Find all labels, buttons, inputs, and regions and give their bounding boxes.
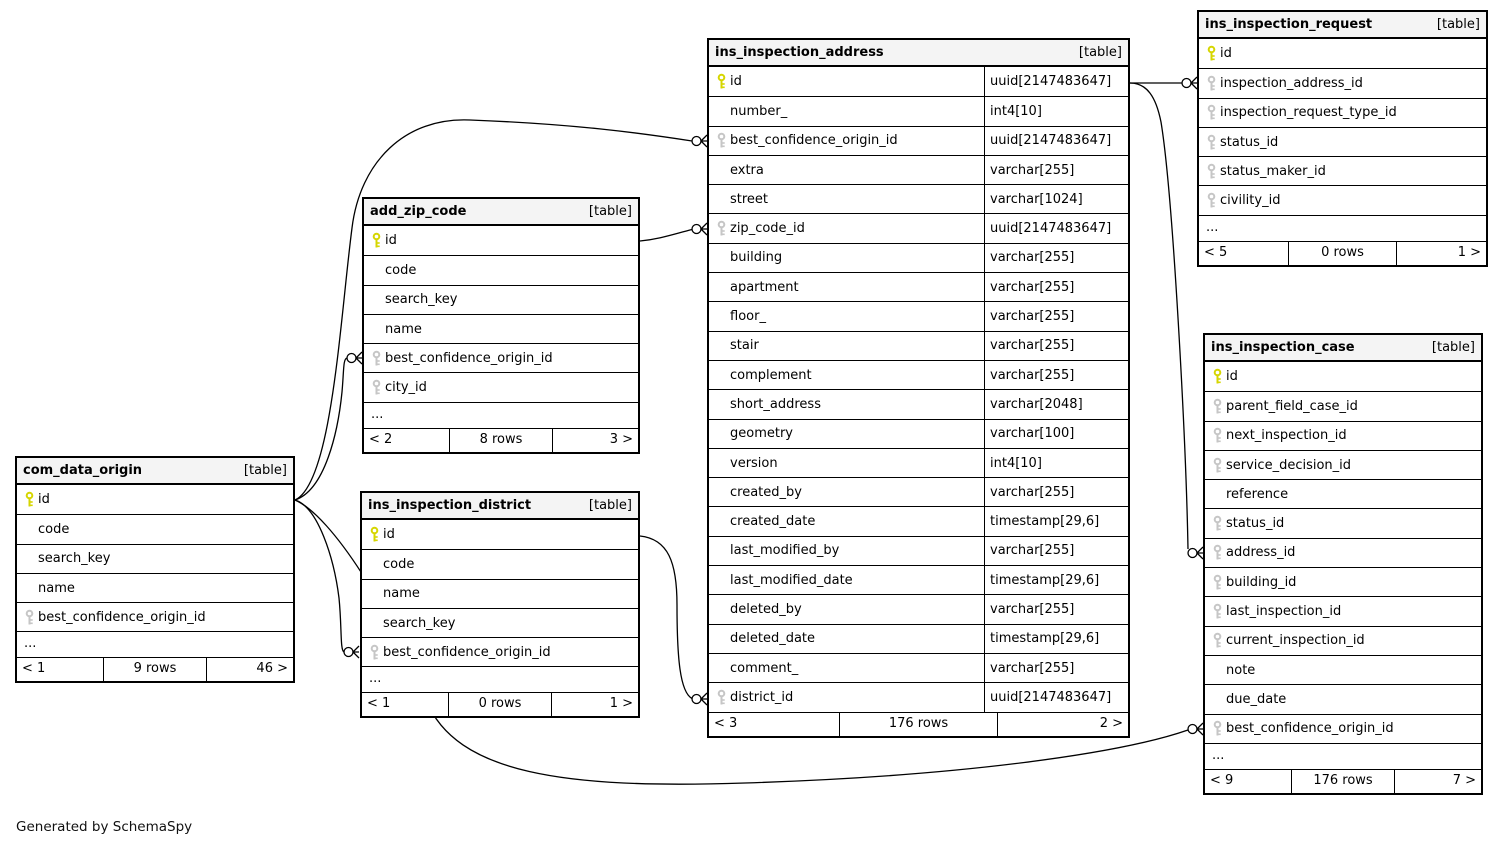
column-row-id bbox=[1199, 39, 1486, 68]
column-name: floor_ bbox=[730, 309, 766, 325]
column-row-due_date bbox=[1205, 684, 1481, 713]
table-title[interactable]: com_data_origin bbox=[23, 463, 143, 478]
column-type: varchar[255] bbox=[984, 273, 1128, 301]
column-type: uuid[2147483647] bbox=[984, 214, 1128, 242]
generator-note: Generated by SchemaSpy bbox=[16, 819, 193, 835]
column-row-next_inspection_id bbox=[1205, 421, 1481, 450]
column-name: name bbox=[385, 321, 422, 337]
column-name: deleted_date bbox=[730, 631, 816, 647]
fk-edge-ins-inspection-district-best-confidence-origin-id bbox=[295, 500, 359, 658]
column-row-district_id bbox=[709, 682, 1128, 711]
column-type: uuid[2147483647] bbox=[984, 127, 1128, 155]
foreign-key-icon bbox=[709, 689, 730, 706]
table-ins-inspection-district[interactable] bbox=[360, 491, 640, 718]
row-count: 0 rows bbox=[1288, 242, 1397, 265]
column-type: varchar[255] bbox=[984, 156, 1128, 184]
column-name: building bbox=[730, 250, 783, 266]
column-row-best_confidence_origin_id bbox=[364, 343, 638, 372]
column-name: search_key bbox=[385, 292, 458, 308]
table-header bbox=[362, 493, 638, 520]
column-type: timestamp[29,6] bbox=[984, 625, 1128, 653]
column-type: varchar[255] bbox=[984, 244, 1128, 272]
column-name: status_maker_id bbox=[1220, 163, 1326, 179]
column-name: search_key bbox=[38, 551, 111, 567]
column-type: timestamp[29,6] bbox=[984, 566, 1128, 594]
column-name: note bbox=[1226, 662, 1256, 678]
column-name: building_id bbox=[1226, 574, 1297, 590]
foreign-key-icon bbox=[364, 350, 385, 367]
foreign-key-icon bbox=[1205, 544, 1226, 561]
column-type: uuid[2147483647] bbox=[984, 67, 1128, 96]
column-name: status_id bbox=[1226, 516, 1285, 532]
column-name: id bbox=[730, 74, 742, 90]
column-type: varchar[255] bbox=[984, 595, 1128, 623]
column-row-inspection_address_id bbox=[1199, 68, 1486, 97]
table-columns bbox=[1205, 362, 1481, 743]
column-row-name bbox=[364, 314, 638, 343]
pager-next-count: 3 > bbox=[609, 431, 633, 447]
column-name: district_id bbox=[730, 689, 794, 705]
column-row-civility_id bbox=[1199, 185, 1486, 214]
column-name: status_id bbox=[1220, 134, 1279, 150]
column-name: apartment bbox=[730, 279, 799, 295]
column-row-parent_field_case_id bbox=[1205, 391, 1481, 420]
column-name: service_decision_id bbox=[1226, 457, 1352, 473]
column-name: created_date bbox=[730, 514, 816, 530]
column-row-id bbox=[364, 226, 638, 255]
column-row-best_confidence_origin_id bbox=[17, 602, 293, 631]
column-name: comment_ bbox=[730, 660, 799, 676]
column-row-created_by bbox=[709, 477, 1128, 506]
column-row-complement bbox=[709, 360, 1128, 389]
column-name: version bbox=[730, 455, 778, 471]
table-columns bbox=[1199, 39, 1486, 215]
column-type: int4[10] bbox=[984, 97, 1128, 125]
pager-next-count: 7 > bbox=[1452, 772, 1476, 788]
fk-edge-ins-inspection-request-inspection-address-id bbox=[1130, 77, 1197, 89]
foreign-key-icon bbox=[1199, 134, 1220, 151]
column-name: last_inspection_id bbox=[1226, 604, 1342, 620]
pager-next-count: 46 > bbox=[256, 661, 288, 677]
foreign-key-icon bbox=[1205, 632, 1226, 649]
table-header bbox=[364, 199, 638, 226]
more-columns-indicator: ... bbox=[364, 402, 638, 428]
column-row-reference bbox=[1205, 479, 1481, 508]
column-name: number_ bbox=[730, 103, 788, 119]
pager-prev-count: < 3 bbox=[714, 715, 738, 731]
column-row-zip_code_id bbox=[709, 213, 1128, 242]
table-footer bbox=[709, 712, 1128, 736]
table-title[interactable]: ins_inspection_address bbox=[715, 45, 884, 60]
column-row-geometry bbox=[709, 419, 1128, 448]
column-name: stair bbox=[730, 338, 759, 354]
column-name: search_key bbox=[383, 615, 456, 631]
foreign-key-icon bbox=[1205, 398, 1226, 415]
column-type: int4[10] bbox=[984, 449, 1128, 477]
column-name: geometry bbox=[730, 426, 794, 442]
column-row-apartment bbox=[709, 272, 1128, 301]
foreign-key-icon bbox=[362, 644, 383, 661]
column-row-search_key bbox=[364, 285, 638, 314]
primary-key-icon bbox=[709, 73, 730, 90]
column-name: city_id bbox=[385, 380, 427, 396]
table-columns bbox=[709, 67, 1128, 712]
foreign-key-icon bbox=[1199, 192, 1220, 209]
fk-edge-ins-inspection-address-zip-code-id bbox=[640, 223, 707, 241]
column-row-id bbox=[17, 485, 293, 514]
column-type: uuid[2147483647] bbox=[984, 683, 1128, 711]
table-title[interactable]: ins_inspection_request bbox=[1205, 17, 1373, 32]
column-row-last_inspection_id bbox=[1205, 596, 1481, 625]
column-type: varchar[255] bbox=[984, 537, 1128, 565]
column-row-id bbox=[709, 67, 1128, 96]
column-name: address_id bbox=[1226, 545, 1296, 561]
column-type: varchar[100] bbox=[984, 420, 1128, 448]
column-row-status_maker_id bbox=[1199, 156, 1486, 185]
column-name: code bbox=[385, 262, 417, 278]
column-name: last_modified_date bbox=[730, 572, 853, 588]
pager-next-count: 1 > bbox=[609, 696, 633, 712]
column-row-building bbox=[709, 243, 1128, 272]
table-footer bbox=[1205, 769, 1481, 793]
foreign-key-icon bbox=[1199, 104, 1220, 121]
column-name: civility_id bbox=[1220, 193, 1281, 209]
column-row-best_confidence_origin_id bbox=[709, 126, 1128, 155]
table-title[interactable]: ins_inspection_case bbox=[1211, 340, 1355, 355]
table-add-zip-code[interactable] bbox=[362, 197, 640, 454]
column-row-deleted_by bbox=[709, 594, 1128, 623]
primary-key-icon bbox=[364, 232, 385, 249]
column-name: extra bbox=[730, 162, 764, 178]
foreign-key-icon bbox=[364, 379, 385, 396]
primary-key-icon bbox=[17, 491, 38, 508]
column-row-address_id bbox=[1205, 538, 1481, 567]
more-columns-indicator: ... bbox=[17, 631, 293, 657]
column-name: best_confidence_origin_id bbox=[383, 644, 551, 660]
column-name: name bbox=[383, 586, 420, 602]
table-ins-inspection-case[interactable] bbox=[1203, 333, 1483, 795]
table-columns bbox=[364, 226, 638, 402]
primary-key-icon bbox=[1205, 368, 1226, 385]
table-ins-inspection-request[interactable] bbox=[1197, 10, 1488, 267]
column-name: current_inspection_id bbox=[1226, 633, 1365, 649]
column-name: code bbox=[38, 521, 70, 537]
foreign-key-icon bbox=[1199, 163, 1220, 180]
column-name: deleted_by bbox=[730, 601, 802, 617]
column-row-status_id bbox=[1205, 508, 1481, 537]
column-name: street bbox=[730, 191, 769, 207]
table-columns bbox=[362, 520, 638, 666]
table-columns bbox=[17, 485, 293, 631]
column-row-search_key bbox=[362, 608, 638, 637]
more-columns-indicator: ... bbox=[1205, 743, 1481, 769]
column-type: varchar[2048] bbox=[984, 390, 1128, 418]
column-name: zip_code_id bbox=[730, 221, 805, 237]
fk-edge-ins-inspection-address-district-id bbox=[640, 536, 707, 705]
column-name: last_modified_by bbox=[730, 543, 840, 559]
primary-key-icon bbox=[362, 526, 383, 543]
table-com-data-origin[interactable] bbox=[15, 456, 295, 683]
table-type-badge: [table] bbox=[1078, 45, 1122, 60]
column-row-code bbox=[362, 549, 638, 578]
column-name: parent_field_case_id bbox=[1226, 398, 1358, 414]
row-count: 176 rows bbox=[839, 713, 998, 736]
row-count: 9 rows bbox=[103, 658, 208, 681]
column-row-id bbox=[362, 520, 638, 549]
column-name: best_confidence_origin_id bbox=[385, 350, 553, 366]
pager-prev-count: < 5 bbox=[1204, 244, 1228, 260]
column-row-city_id bbox=[364, 372, 638, 401]
column-row-best_confidence_origin_id bbox=[362, 637, 638, 666]
table-footer bbox=[17, 657, 293, 681]
column-row-street bbox=[709, 184, 1128, 213]
pager-next-count: 1 > bbox=[1457, 244, 1481, 260]
foreign-key-icon bbox=[709, 220, 730, 237]
column-row-created_date bbox=[709, 506, 1128, 535]
column-name: best_confidence_origin_id bbox=[730, 133, 898, 149]
column-type: varchar[255] bbox=[984, 654, 1128, 682]
column-name: inspection_request_type_id bbox=[1220, 105, 1397, 121]
column-row-name bbox=[17, 573, 293, 602]
primary-key-icon bbox=[1199, 45, 1220, 62]
column-row-inspection_request_type_id bbox=[1199, 98, 1486, 127]
column-name: inspection_address_id bbox=[1220, 75, 1363, 91]
foreign-key-icon bbox=[1205, 457, 1226, 474]
column-name: best_confidence_origin_id bbox=[38, 609, 206, 625]
table-title[interactable]: add_zip_code bbox=[370, 204, 467, 219]
column-name: created_by bbox=[730, 484, 802, 500]
pager-prev-count: < 2 bbox=[369, 431, 393, 447]
column-name: id bbox=[385, 233, 397, 249]
column-row-code bbox=[364, 255, 638, 284]
column-row-name bbox=[362, 579, 638, 608]
column-row-best_confidence_origin_id bbox=[1205, 714, 1481, 743]
column-row-last_modified_by bbox=[709, 536, 1128, 565]
table-type-badge: [table] bbox=[1431, 340, 1475, 355]
more-columns-indicator: ... bbox=[362, 666, 638, 692]
table-footer bbox=[362, 692, 638, 716]
column-row-extra bbox=[709, 155, 1128, 184]
foreign-key-icon bbox=[709, 132, 730, 149]
table-footer bbox=[364, 428, 638, 452]
foreign-key-icon bbox=[1205, 574, 1226, 591]
column-type: varchar[255] bbox=[984, 478, 1128, 506]
row-count: 0 rows bbox=[448, 693, 553, 716]
foreign-key-icon bbox=[17, 609, 38, 626]
table-type-badge: [table] bbox=[1436, 17, 1480, 32]
column-row-current_inspection_id bbox=[1205, 626, 1481, 655]
table-type-badge: [table] bbox=[588, 204, 632, 219]
table-type-badge: [table] bbox=[243, 463, 287, 478]
table-header bbox=[1199, 12, 1486, 39]
column-name: best_confidence_origin_id bbox=[1226, 721, 1394, 737]
column-type: varchar[255] bbox=[984, 302, 1128, 330]
column-row-comment_ bbox=[709, 653, 1128, 682]
column-name: reference bbox=[1226, 486, 1289, 502]
column-name: name bbox=[38, 580, 75, 596]
pager-prev-count: < 1 bbox=[22, 661, 46, 677]
foreign-key-icon bbox=[1205, 427, 1226, 444]
column-row-status_id bbox=[1199, 127, 1486, 156]
table-ins-inspection-address[interactable] bbox=[707, 38, 1130, 738]
more-columns-indicator: ... bbox=[1199, 215, 1486, 241]
column-type: varchar[255] bbox=[984, 361, 1128, 389]
column-name: short_address bbox=[730, 396, 821, 412]
column-type: timestamp[29,6] bbox=[984, 507, 1128, 535]
fk-edge-ins-inspection-case-address-id bbox=[1130, 83, 1203, 559]
column-name: id bbox=[383, 527, 395, 543]
column-row-id bbox=[1205, 362, 1481, 391]
row-count: 176 rows bbox=[1291, 770, 1396, 793]
column-name: complement bbox=[730, 367, 812, 383]
table-type-badge: [table] bbox=[588, 498, 632, 513]
column-row-number_ bbox=[709, 96, 1128, 125]
column-name: code bbox=[383, 556, 415, 572]
column-name: id bbox=[1220, 46, 1232, 62]
column-row-search_key bbox=[17, 544, 293, 573]
foreign-key-icon bbox=[1199, 75, 1220, 92]
column-type: varchar[255] bbox=[984, 332, 1128, 360]
table-header bbox=[709, 40, 1128, 67]
column-row-short_address bbox=[709, 389, 1128, 418]
column-row-service_decision_id bbox=[1205, 450, 1481, 479]
fk-edge-add-zip-code-best-confidence-origin-id bbox=[295, 352, 362, 500]
table-header bbox=[17, 458, 293, 485]
column-row-floor_ bbox=[709, 301, 1128, 330]
pager-prev-count: < 9 bbox=[1210, 772, 1234, 788]
column-name: id bbox=[38, 492, 50, 508]
table-footer bbox=[1199, 241, 1486, 265]
foreign-key-icon bbox=[1205, 603, 1226, 620]
column-name: next_inspection_id bbox=[1226, 428, 1347, 444]
foreign-key-icon bbox=[1205, 515, 1226, 532]
column-type: varchar[1024] bbox=[984, 185, 1128, 213]
column-row-note bbox=[1205, 655, 1481, 684]
table-title[interactable]: ins_inspection_district bbox=[368, 498, 532, 513]
column-name: id bbox=[1226, 369, 1238, 385]
column-row-building_id bbox=[1205, 567, 1481, 596]
table-header bbox=[1205, 335, 1481, 362]
column-row-code bbox=[17, 514, 293, 543]
column-row-last_modified_date bbox=[709, 565, 1128, 594]
row-count: 8 rows bbox=[449, 429, 553, 452]
foreign-key-icon bbox=[1205, 720, 1226, 737]
column-row-deleted_date bbox=[709, 624, 1128, 653]
pager-prev-count: < 1 bbox=[367, 696, 391, 712]
column-name: due_date bbox=[1226, 691, 1287, 707]
column-row-version bbox=[709, 448, 1128, 477]
pager-next-count: 2 > bbox=[1099, 715, 1123, 731]
column-row-stair bbox=[709, 331, 1128, 360]
